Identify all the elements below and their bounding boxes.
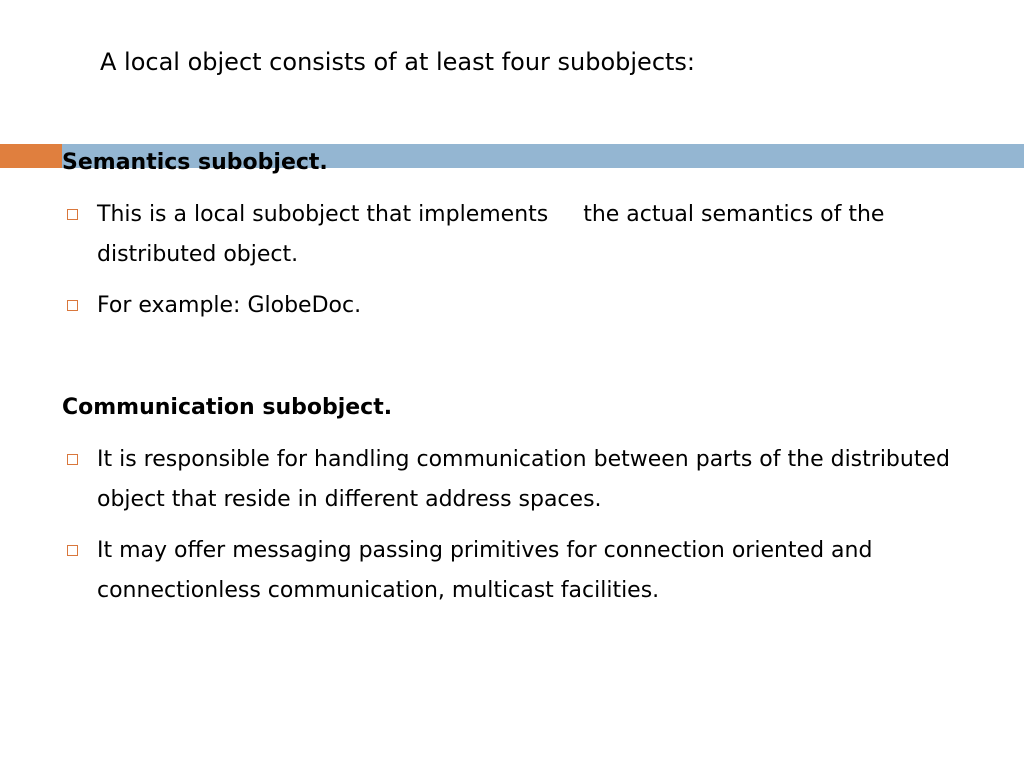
bullet-item	[62, 440, 962, 520]
square-bullet-icon	[67, 454, 78, 465]
section-heading-communication: Communication subobject.	[62, 395, 393, 420]
bullet-text: This is a local subobject that implements the actual semantics of the distributed object.	[97, 202, 892, 267]
square-bullet-icon	[67, 545, 78, 556]
slide-title: A local object consists of at least four subobjects:	[100, 48, 696, 76]
bullet-text: It is responsible for handling communication between parts of the distributed object that reside in different address spaces.	[97, 447, 957, 512]
bullet-item	[62, 531, 962, 611]
section-heading-semantics: Semantics subobject.	[62, 150, 328, 175]
bullet-text: For example: GlobeDoc.	[97, 293, 362, 318]
accent-bar	[0, 144, 62, 168]
bullet-item	[62, 286, 962, 326]
bullet-item	[62, 195, 962, 275]
square-bullet-icon	[67, 209, 78, 220]
bullet-text: It may offer messaging passing primitives for connection oriented and connectionless communication, multicast facilities.	[97, 538, 880, 603]
square-bullet-icon	[67, 300, 78, 311]
